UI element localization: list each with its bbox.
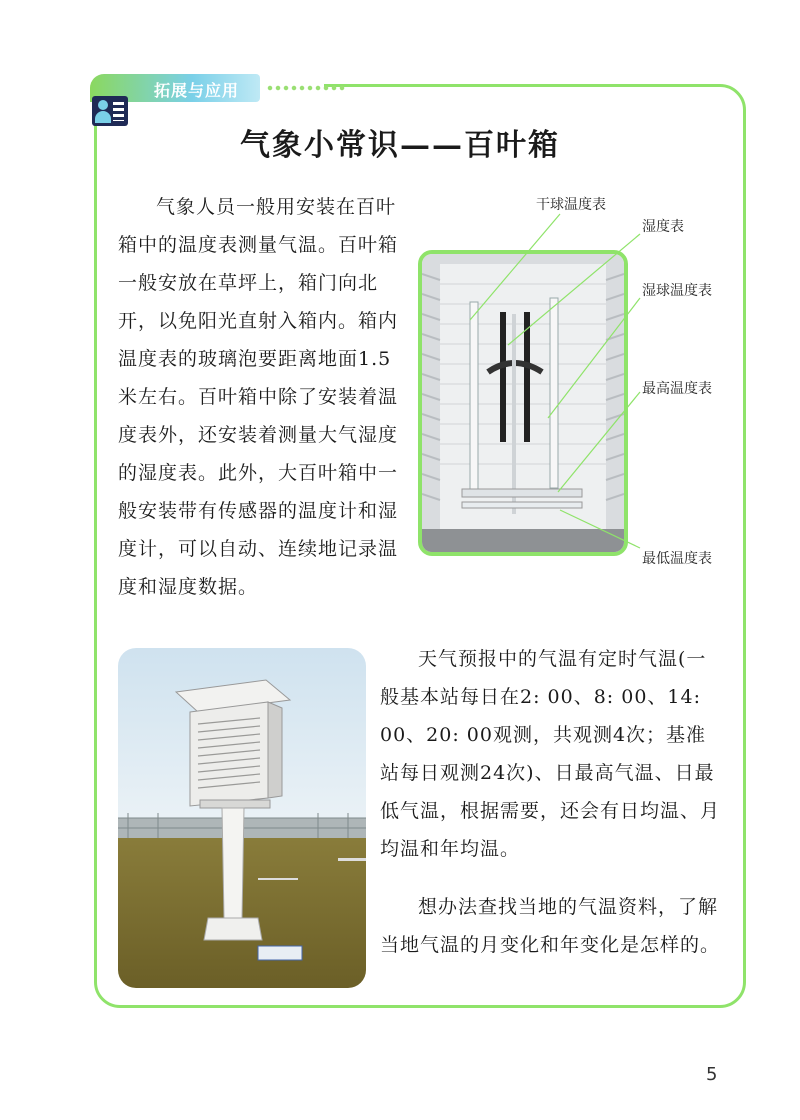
callout-wet-bulb: 湿球温度表 xyxy=(642,283,712,299)
callout-hygrometer: 湿度表 xyxy=(642,219,684,235)
weather-station-photo xyxy=(118,648,366,988)
paragraph-activity: 想办法查找当地的气温资料，了解当地气温的月变化和年变化是怎样的。 xyxy=(380,896,721,956)
callout-min-temp: 最低温度表 xyxy=(642,551,712,567)
page-title: 气象小常识——百叶箱 xyxy=(240,128,560,163)
page-number: 5 xyxy=(706,1064,718,1085)
paragraph-forecast-temperature: 天气预报中的气温有定时气温(一般基本站每日在2: 00、8: 00、14: 00、20: 00观测，共观测4次；基准站每日观测24次)、日最高气温、日最低气温，根据需要，还会有日均温、月均温和年均温。 xyxy=(380,648,721,860)
callout-dry-bulb: 干球温度表 xyxy=(536,197,606,213)
paragraph-stevenson-screen: 气象人员一般用安装在百叶箱中的温度表测量气温。百叶箱一般安放在草坪上，箱门向北开，以免阳光直射入箱内。箱内温度表的玻璃泡要距离地面1.5米左右。百叶箱中除了安装着温度表外，还安装着测量大气湿度的湿度表。此外，大百叶箱中一般安装带有传感器的温度计和湿度计，可以自动、连续地记录温度和湿度数据。 xyxy=(118,196,399,598)
section-tab-label: 拓展与应用 xyxy=(154,81,240,100)
callout-max-temp: 最高温度表 xyxy=(642,381,712,397)
